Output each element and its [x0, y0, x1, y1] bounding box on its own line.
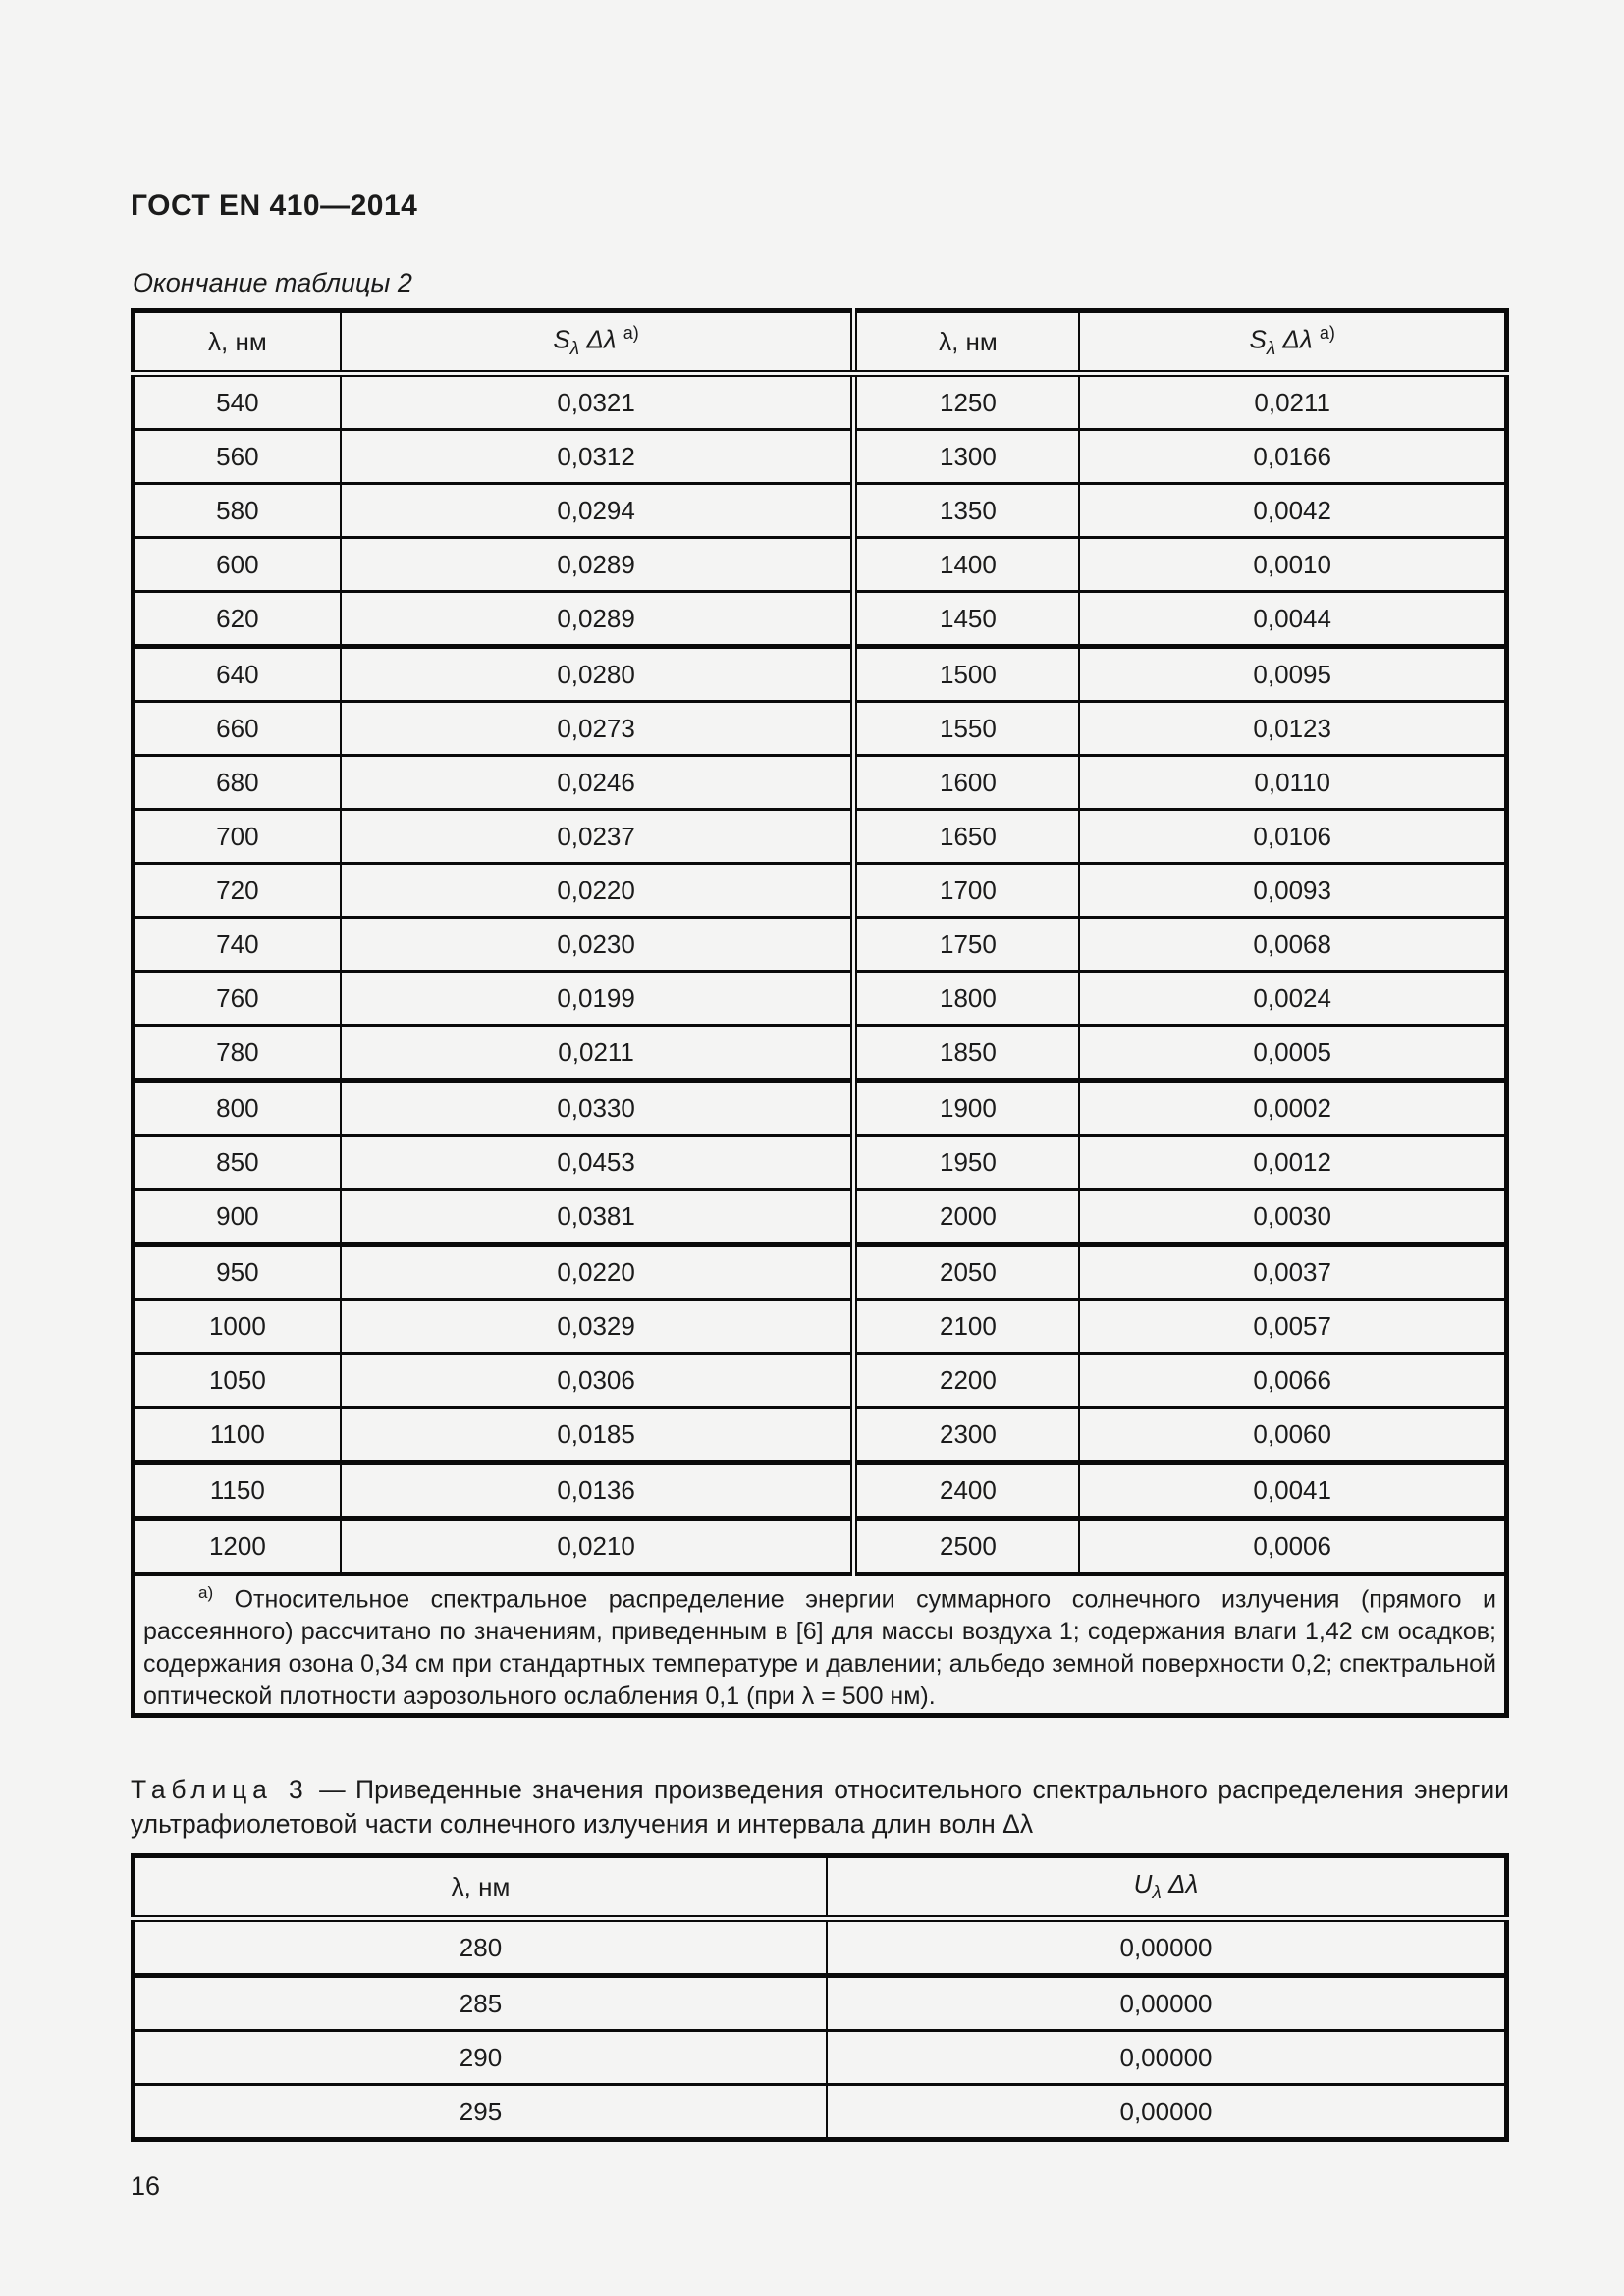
table-row [134, 2031, 1507, 2085]
table-cell: 1600 [854, 756, 1079, 810]
table-cell: 0,0220 [341, 1245, 854, 1300]
table-row [134, 1919, 1507, 1976]
table-row [134, 1408, 1507, 1463]
table-cell: 0,0210 [341, 1519, 854, 1575]
table-row [134, 538, 1507, 592]
table-cell: 1250 [854, 374, 1079, 430]
table-cell: 620 [134, 592, 341, 647]
table-row [134, 702, 1507, 756]
table-cell: 0,0280 [341, 647, 854, 702]
footnote-body: Относительное спектральное распределение энергии суммарного солнечного излучения (прямого и рассеянного) рассчитано по значениям, приведенным в [6] для массы воздуха 1; содержания влаги 1,42 см осадков; содержания озона 0,34 см при стандартных температуре и давлении; альбедо земной поверхности 0,2; спектральной оптической плотности аэрозольного ослабления 0,1 (при λ = 500 нм). [143, 1585, 1496, 1711]
table-cell: 1800 [854, 972, 1079, 1026]
table-cell: 0,0246 [341, 756, 854, 810]
table-cell: 560 [134, 430, 341, 484]
table-cell: 0,00000 [827, 1919, 1507, 1976]
table-cell: 0,0060 [1079, 1408, 1506, 1463]
table-cell: 640 [134, 647, 341, 702]
table-cell: 540 [134, 374, 341, 430]
s-symbol: S [553, 324, 570, 354]
u-subscript: λ [1152, 1883, 1162, 1904]
table-cell: 0,0381 [341, 1190, 854, 1245]
table-cell: 0,0123 [1079, 702, 1506, 756]
table-cell: 1500 [854, 647, 1079, 702]
table2-header-row [134, 311, 1507, 374]
table-row [134, 810, 1507, 864]
table2-col-header-lambda-left: λ, нм [134, 311, 341, 374]
table-cell: 0,0312 [341, 430, 854, 484]
table-cell: 0,0289 [341, 538, 854, 592]
table-row [134, 1976, 1507, 2031]
table3-caption-text: — Приведенные значения произведения относительного спектрального распределения энергии ультрафиолетовой части солнечного излучения и интервала длин волн Δλ [131, 1775, 1509, 1840]
table-cell: 0,00000 [827, 1976, 1507, 2031]
table-row [134, 972, 1507, 1026]
table-cell: 0,0030 [1079, 1190, 1506, 1245]
table-cell: 0,0057 [1079, 1300, 1506, 1354]
table2-footnote-cell [134, 1575, 1507, 1716]
table3-col-header-u [827, 1856, 1507, 1919]
table-cell: 2050 [854, 1245, 1079, 1300]
table-cell: 0,0220 [341, 864, 854, 918]
table-row [134, 374, 1507, 430]
table-cell: 1850 [854, 1026, 1079, 1081]
delta-lambda: Δλ [586, 324, 617, 354]
table-cell: 1950 [854, 1136, 1079, 1190]
table-cell: 0,0093 [1079, 864, 1506, 918]
table-cell: 280 [134, 1919, 827, 1976]
table3-caption-label: Таблица 3 [131, 1775, 309, 1805]
table2-col-header-s-right [1079, 311, 1506, 374]
table2-col-header-s-left [341, 311, 854, 374]
table-row [134, 864, 1507, 918]
table-cell: 1750 [854, 918, 1079, 972]
table-cell: 800 [134, 1081, 341, 1136]
table-cell: 660 [134, 702, 341, 756]
s-subscript: λ [569, 338, 580, 359]
table-row [134, 2085, 1507, 2140]
table-cell: 0,0024 [1079, 972, 1506, 1026]
table-cell: 0,0185 [341, 1408, 854, 1463]
table-cell: 0,0110 [1079, 756, 1506, 810]
table-cell: 0,0042 [1079, 484, 1506, 538]
table-cell: 0,0230 [341, 918, 854, 972]
table-row [134, 1136, 1507, 1190]
table-cell: 1450 [854, 592, 1079, 647]
table-cell: 1100 [134, 1408, 341, 1463]
table-cell: 760 [134, 972, 341, 1026]
table-cell: 290 [134, 2031, 827, 2085]
table-cell: 1400 [854, 538, 1079, 592]
table-cell: 0,0006 [1079, 1519, 1506, 1575]
table-cell: 0,0166 [1079, 430, 1506, 484]
table-cell: 1200 [134, 1519, 341, 1575]
table-cell: 950 [134, 1245, 341, 1300]
table-cell: 0,0321 [341, 374, 854, 430]
footnote-text [143, 1576, 1496, 1713]
table3-col-header-lambda: λ, нм [134, 1856, 827, 1919]
table3-header-row [134, 1856, 1507, 1919]
table-cell: 2100 [854, 1300, 1079, 1354]
page-title: ГОСТ EN 410—2014 [131, 189, 418, 222]
table-cell: 720 [134, 864, 341, 918]
table-cell: 0,0329 [341, 1300, 854, 1354]
table-cell: 1650 [854, 810, 1079, 864]
table-cell: 1700 [854, 864, 1079, 918]
table-cell: 1050 [134, 1354, 341, 1408]
u-symbol: U [1133, 1869, 1153, 1899]
table-row [134, 1081, 1507, 1136]
table-row [134, 1519, 1507, 1575]
table-cell: 0,0306 [341, 1354, 854, 1408]
table-cell: 0,0211 [1079, 374, 1506, 430]
table-row [134, 592, 1507, 647]
table-cell: 680 [134, 756, 341, 810]
table-cell: 0,0199 [341, 972, 854, 1026]
table-row [134, 1245, 1507, 1300]
footnote-reference: а) [1319, 323, 1335, 344]
table-cell: 0,0136 [341, 1463, 854, 1519]
table-row [134, 430, 1507, 484]
table-cell: 0,0273 [341, 702, 854, 756]
table-cell: 0,0294 [341, 484, 854, 538]
table-cell: 580 [134, 484, 341, 538]
table-cell: 600 [134, 538, 341, 592]
table-row [134, 1300, 1507, 1354]
document-page [131, 189, 1509, 2202]
footnote-marker: а) [198, 1583, 214, 1602]
table-cell: 2000 [854, 1190, 1079, 1245]
table-row [134, 484, 1507, 538]
table-cell: 0,0066 [1079, 1354, 1506, 1408]
table-cell: 1150 [134, 1463, 341, 1519]
footnote-reference: а) [623, 323, 639, 344]
table-cell: 1550 [854, 702, 1079, 756]
table-cell: 0,00000 [827, 2085, 1507, 2140]
table-cell: 0,0010 [1079, 538, 1506, 592]
table-row [134, 1026, 1507, 1081]
table-cell: 700 [134, 810, 341, 864]
table-cell: 900 [134, 1190, 341, 1245]
table-cell: 0,0005 [1079, 1026, 1506, 1081]
table-cell: 2500 [854, 1519, 1079, 1575]
table-cell: 2300 [854, 1408, 1079, 1463]
table2-continuation-caption: Окончание таблицы 2 [133, 268, 412, 297]
table-cell: 1350 [854, 484, 1079, 538]
table-row [134, 1463, 1507, 1519]
table-cell: 1900 [854, 1081, 1079, 1136]
table-cell: 780 [134, 1026, 341, 1081]
table-cell: 0,0012 [1079, 1136, 1506, 1190]
table2-solar-spectral-distribution [131, 308, 1509, 1718]
table-row [134, 647, 1507, 702]
table-cell: 0,0106 [1079, 810, 1506, 864]
table-cell: 0,0002 [1079, 1081, 1506, 1136]
delta-lambda: Δλ [1168, 1869, 1199, 1899]
table-cell: 0,0453 [341, 1136, 854, 1190]
table-cell: 0,0095 [1079, 647, 1506, 702]
s-symbol: S [1249, 324, 1267, 354]
table3-uv-spectral-distribution [131, 1853, 1509, 2142]
table-cell: 0,0211 [341, 1026, 854, 1081]
table-cell: 1300 [854, 430, 1079, 484]
table-cell: 0,0068 [1079, 918, 1506, 972]
table-cell: 0,0330 [341, 1081, 854, 1136]
table-cell: 740 [134, 918, 341, 972]
table-cell: 1000 [134, 1300, 341, 1354]
page-number: 16 [131, 2171, 161, 2202]
table-row [134, 1354, 1507, 1408]
table3-caption [131, 1773, 1509, 1842]
table-cell: 0,00000 [827, 2031, 1507, 2085]
table-cell: 850 [134, 1136, 341, 1190]
table-cell: 0,0289 [341, 592, 854, 647]
delta-lambda: Δλ [1282, 324, 1313, 354]
table-cell: 295 [134, 2085, 827, 2140]
s-subscript: λ [1266, 338, 1276, 359]
table-cell: 0,0237 [341, 810, 854, 864]
table-cell: 0,0041 [1079, 1463, 1506, 1519]
table-cell: 0,0037 [1079, 1245, 1506, 1300]
table-row [134, 756, 1507, 810]
table-row [134, 1190, 1507, 1245]
table-row [134, 918, 1507, 972]
table-cell: 2400 [854, 1463, 1079, 1519]
table-cell: 0,0044 [1079, 592, 1506, 647]
table2-footnote-row [134, 1575, 1507, 1716]
table2-col-header-lambda-right: λ, нм [854, 311, 1079, 374]
table-cell: 2200 [854, 1354, 1079, 1408]
table-cell: 285 [134, 1976, 827, 2031]
